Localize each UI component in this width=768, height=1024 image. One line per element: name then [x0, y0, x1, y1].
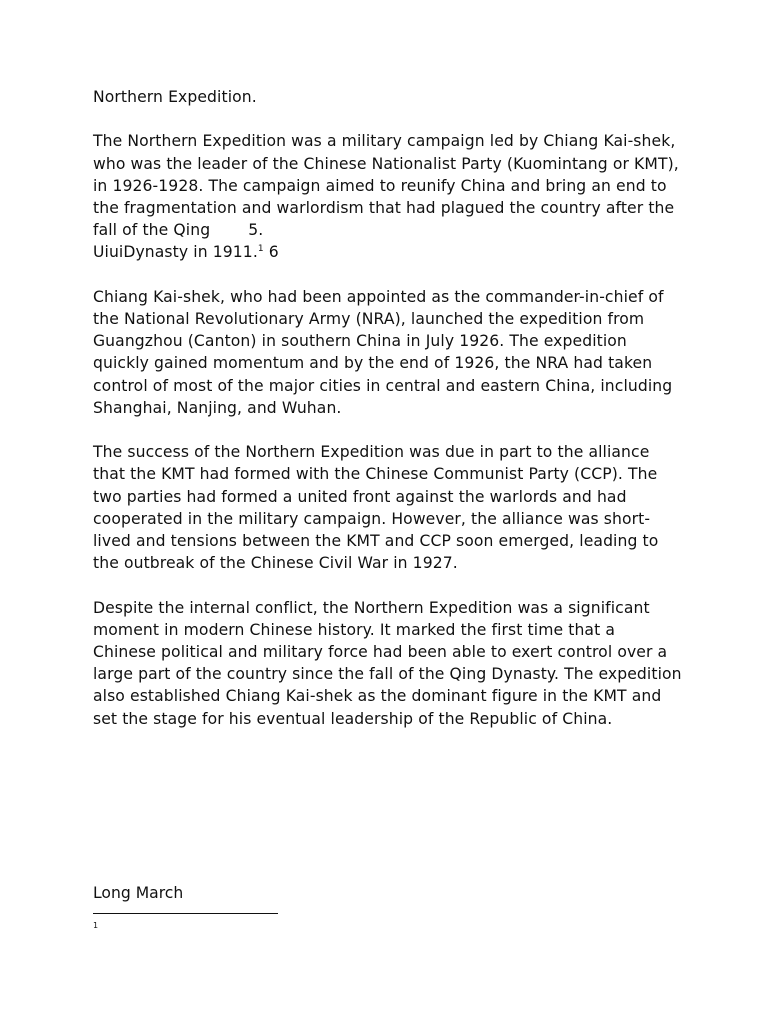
footnote-separator: [93, 913, 278, 914]
document-body: [93, 86, 683, 730]
paragraph-1-text: The Northern Expedition was a military campaign led by Chiang Kai-shek, who was the leader of the Chinese Nationalist Party (Kuomintang or KMT), in 1926-1928. The campaign aimed to reunify China and bring an end to the fragmentation and warlordism that had plagued the country after the fall of the Qing: [93, 132, 679, 240]
document-title: Northern Expedition.: [93, 88, 257, 106]
trailing-number: 6: [268, 243, 279, 262]
margin-number: 5.: [248, 221, 264, 240]
paragraph-4: Despite the internal conflict, the Northern Expedition was a significant moment in modern Chinese history. It marked the first time that a Chinese political and military force had been able to exert control over a large part of the country since the fall of the Qing Dynasty. The expedition also established Chiang Kai-shek as the dominant figure in the KMT and set the stage for his eventual leadership of the Republic of China.: [93, 598, 682, 728]
next-section-heading: Long March: [93, 884, 184, 902]
paragraph-1-tail: UiuiDynasty in 1911.: [93, 243, 258, 262]
footnote-marker: 1: [93, 921, 99, 930]
paragraph-2: Chiang Kai-shek, who had been appointed as the commander-in-chief of the National Revolutionary Army (NRA), launched the expedition from Guangzhou (Canton) in southern China in July 1926. The expedition quickly gained momentum and by the end of 1926, the NRA had taken control of most of the major cities in central and eastern China, including Shanghai, Nanjing, and Wuhan.: [93, 287, 673, 417]
paragraph-3: The success of the Northern Expedition was due in part to the alliance that the KMT had formed with the Chinese Communist Party (CCP). The two parties had formed a united front against the warlords and had cooperated in the military campaign. However, the alliance was short-lived and tensions between the KMT and CCP soon emerged, leading to the outbreak of the Chinese Civil War in 1927.: [93, 443, 659, 573]
paragraph-1: [93, 130, 683, 263]
footnote-reference[interactable]: 1: [257, 244, 264, 255]
